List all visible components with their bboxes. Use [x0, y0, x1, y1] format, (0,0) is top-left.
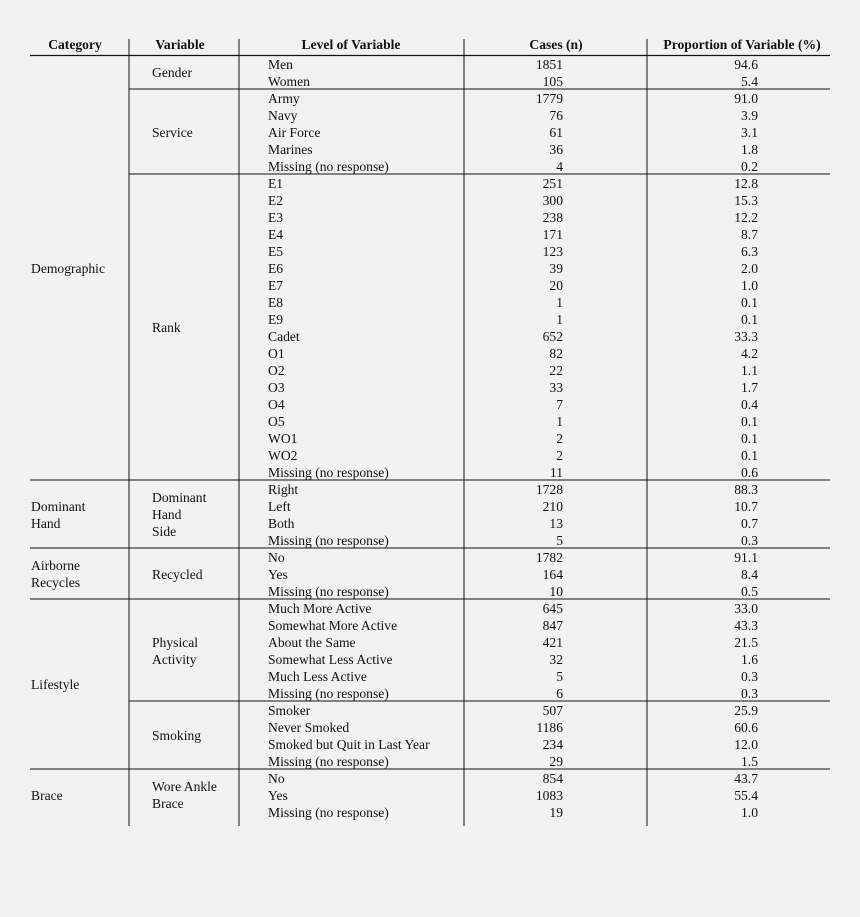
proportion-value: 33.0	[734, 600, 758, 616]
variable-label: Recycled	[152, 566, 203, 582]
level-label: Much More Active	[268, 600, 372, 616]
proportion-value: 3.9	[741, 107, 758, 123]
proportion-value: 10.7	[734, 498, 758, 514]
proportion-value: 5.4	[741, 73, 758, 89]
proportion-value: 0.1	[741, 294, 758, 310]
level-label: Navy	[268, 107, 298, 123]
cases-value: 11	[549, 464, 563, 480]
level-label: Army	[268, 90, 300, 106]
category-label: Demographic	[31, 260, 105, 276]
level-label: WO2	[268, 447, 298, 463]
level-label: Missing (no response)	[268, 464, 389, 480]
variable-label: Hand	[152, 507, 182, 522]
level-label: E5	[268, 243, 284, 259]
level-label: Somewhat More Active	[268, 617, 398, 633]
level-label: Missing (no response)	[268, 583, 389, 599]
cases-value: 39	[549, 260, 563, 276]
level-label: E4	[268, 226, 284, 242]
level-label: Missing (no response)	[268, 532, 389, 548]
level-label: Missing (no response)	[268, 753, 389, 769]
proportion-value: 0.2	[741, 158, 758, 174]
proportion-value: 4.2	[741, 345, 758, 361]
cases-value: 7	[556, 396, 563, 412]
level-label: O3	[268, 379, 285, 395]
variable-label: Wore Ankle	[152, 779, 217, 794]
level-label: About the Same	[268, 634, 356, 650]
cases-value: 1728	[535, 481, 563, 497]
level-label: Missing (no response)	[268, 804, 389, 820]
proportion-value: 43.7	[734, 770, 758, 786]
proportion-value: 91.0	[734, 90, 758, 106]
column-header: Level of Variable	[301, 37, 401, 52]
proportion-value: 3.1	[741, 124, 758, 140]
proportion-value: 8.4	[741, 566, 758, 582]
proportion-value: 0.3	[741, 532, 758, 548]
level-label: O4	[268, 396, 285, 412]
cases-value: 2	[556, 447, 563, 463]
cases-value: 6	[556, 685, 563, 701]
proportion-value: 91.1	[734, 549, 758, 565]
cases-value: 1782	[535, 549, 563, 565]
level-label: E6	[268, 260, 284, 276]
proportion-value: 88.3	[734, 481, 758, 497]
level-label: E8	[268, 294, 284, 310]
cases-value: 123	[542, 243, 563, 259]
level-label: Much Less Active	[268, 668, 367, 684]
level-label: O2	[268, 362, 285, 378]
cases-value: 1	[556, 294, 563, 310]
category-label: Lifestyle	[31, 677, 80, 692]
variable-label: Rank	[152, 320, 181, 335]
level-label: Women	[268, 73, 310, 89]
level-label: O5	[268, 413, 285, 429]
proportion-value: 12.2	[734, 209, 758, 225]
proportion-value: 15.3	[734, 192, 758, 208]
level-label: No	[268, 770, 285, 786]
proportion-value: 1.0	[741, 804, 758, 820]
category-label: Hand	[31, 515, 61, 531]
cases-value: 33	[549, 379, 563, 395]
column-header: Variable	[155, 37, 205, 52]
variable-label: Smoking	[152, 728, 202, 743]
level-label: Missing (no response)	[268, 685, 389, 701]
cases-value: 1186	[536, 719, 563, 735]
cases-value: 4	[556, 158, 563, 174]
category-label: Recycles	[31, 575, 81, 590]
cases-value: 645	[542, 600, 563, 616]
cases-value: 1851	[535, 56, 563, 72]
cases-value: 29	[549, 753, 563, 769]
proportion-value: 0.1	[741, 311, 758, 327]
level-label: Smoked but Quit in Last Year	[268, 736, 430, 752]
proportion-value: 0.6	[741, 464, 758, 480]
proportion-value: 1.5	[741, 753, 758, 769]
level-label: Cadet	[268, 328, 300, 344]
variable-label: Side	[152, 524, 177, 539]
cases-value: 854	[542, 770, 563, 786]
level-label: Air Force	[268, 124, 321, 140]
proportion-value: 8.7	[741, 226, 758, 242]
cases-value: 61	[549, 124, 563, 140]
proportion-value: 0.3	[741, 668, 758, 684]
proportion-value: 0.3	[741, 685, 758, 701]
level-label: Somewhat Less Active	[268, 651, 393, 667]
cases-value: 300	[542, 192, 563, 208]
cases-value: 22	[549, 362, 563, 378]
level-label: O1	[268, 345, 285, 361]
cases-value: 10	[549, 583, 563, 599]
proportion-value: 94.6	[734, 56, 758, 72]
proportion-value: 2.0	[741, 260, 758, 276]
category-label: Airborne	[31, 558, 81, 573]
proportion-value: 0.1	[741, 430, 758, 446]
cases-value: 210	[542, 498, 563, 514]
cases-value: 652	[542, 328, 563, 344]
variable-label: Service	[152, 124, 193, 140]
level-label: Right	[268, 481, 299, 497]
cases-value: 36	[549, 141, 563, 157]
proportion-value: 12.8	[734, 175, 758, 191]
proportion-value: 12.0	[734, 736, 758, 752]
cases-value: 5	[556, 532, 563, 548]
cases-value: 5	[556, 668, 563, 684]
cases-value: 238	[542, 209, 563, 225]
category-label: Brace	[31, 787, 63, 803]
proportion-value: 21.5	[734, 634, 758, 650]
column-header: Cases (n)	[529, 37, 583, 52]
level-label: Yes	[268, 566, 288, 582]
cases-value: 251	[542, 175, 563, 191]
cases-value: 76	[549, 107, 563, 123]
proportion-value: 33.3	[734, 328, 758, 344]
level-label: Left	[268, 498, 291, 514]
level-label: Missing (no response)	[268, 158, 389, 174]
level-label: E3	[268, 209, 284, 225]
proportion-value: 1.6	[741, 651, 758, 667]
level-label: No	[268, 549, 285, 565]
proportion-value: 1.8	[741, 141, 758, 157]
proportion-value: 1.1	[741, 362, 758, 378]
variable-label: Dominant	[152, 490, 207, 505]
proportion-value: 0.1	[741, 413, 758, 429]
cases-value: 2	[556, 430, 563, 446]
cases-value: 105	[542, 73, 563, 89]
level-label: Men	[268, 56, 293, 72]
level-label: Marines	[268, 141, 313, 157]
proportion-value: 0.5	[741, 583, 758, 599]
level-label: Both	[268, 515, 295, 531]
proportion-value: 1.0	[741, 277, 758, 293]
proportion-value: 0.7	[741, 515, 758, 531]
variable-label: Activity	[152, 651, 197, 667]
cases-value: 20	[549, 277, 563, 293]
proportion-value: 1.7	[741, 379, 758, 395]
variable-label: Physical	[152, 634, 199, 650]
cases-value: 1	[556, 311, 563, 327]
cases-value: 13	[549, 515, 563, 531]
proportion-value: 6.3	[741, 243, 758, 259]
level-label: Yes	[268, 787, 288, 803]
level-label: E1	[268, 175, 284, 191]
cases-value: 82	[549, 345, 563, 361]
cases-value: 171	[542, 226, 563, 242]
cases-value: 847	[542, 617, 563, 633]
cases-value: 32	[549, 651, 563, 667]
level-label: WO1	[268, 430, 298, 446]
cases-value: 164	[542, 566, 563, 582]
level-label: E2	[268, 192, 284, 208]
proportion-value: 60.6	[734, 719, 758, 735]
cases-value: 1083	[535, 787, 563, 803]
proportion-value: 0.4	[741, 396, 758, 412]
column-header: Proportion of Variable (%)	[663, 37, 821, 52]
cases-value: 234	[542, 736, 563, 752]
category-label: Dominant	[31, 498, 86, 514]
cases-value: 421	[542, 634, 563, 650]
cases-value: 1	[556, 413, 563, 429]
cases-value: 19	[549, 804, 563, 820]
proportion-value: 25.9	[734, 702, 758, 718]
proportion-value: 0.1	[741, 447, 758, 463]
level-label: Smoker	[268, 702, 311, 718]
column-header: Category	[48, 37, 102, 52]
level-label: E7	[268, 277, 284, 293]
proportion-value: 43.3	[734, 617, 758, 633]
variable-label: Gender	[152, 65, 193, 80]
level-label: Never Smoked	[268, 719, 350, 735]
variable-label: Brace	[152, 796, 184, 811]
proportion-value: 55.4	[734, 787, 758, 803]
cases-value: 1779	[535, 90, 563, 106]
cases-value: 507	[542, 702, 563, 718]
level-label: E9	[268, 311, 284, 327]
